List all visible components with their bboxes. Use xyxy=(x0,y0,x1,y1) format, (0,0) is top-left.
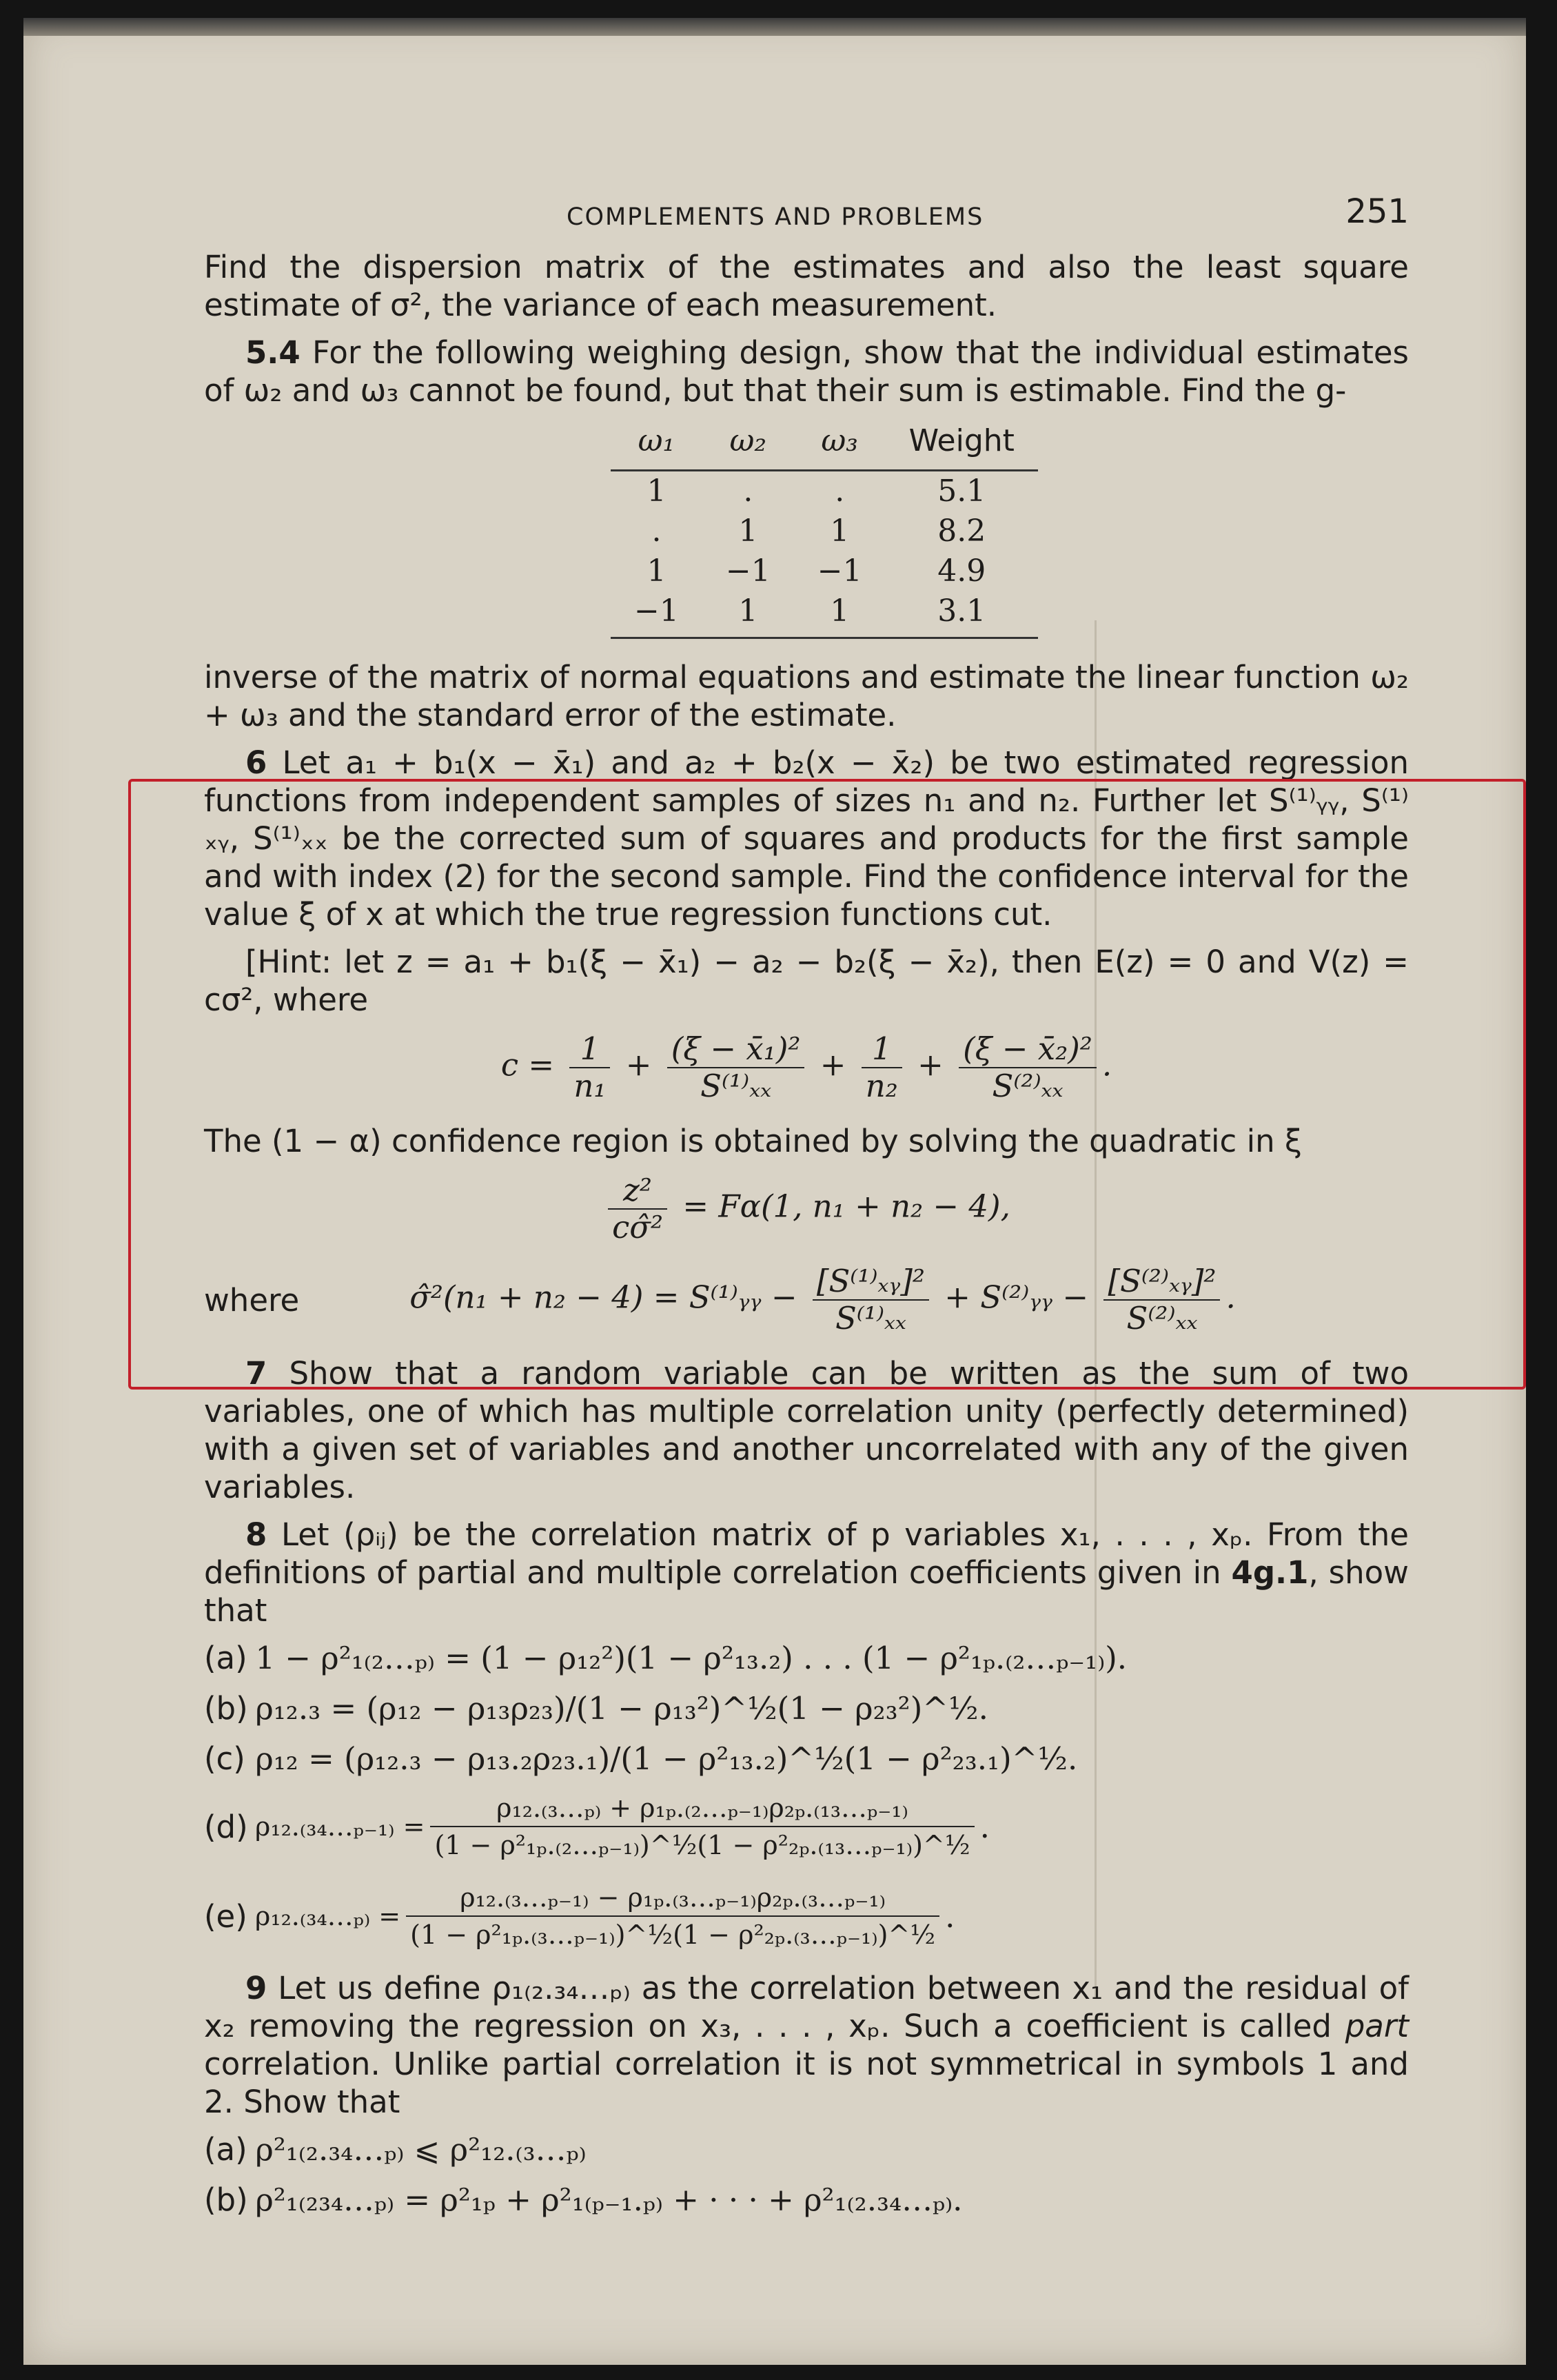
emphasis-part: part xyxy=(1345,2008,1409,2044)
table-cell: −1 xyxy=(611,591,702,638)
problem-number: 5.4 xyxy=(245,334,301,371)
numerator: z² xyxy=(608,1172,667,1210)
numerator: ρ₁₂.₍₃…ₚ₎ + ρ₁ₚ.₍₂…ₚ₋₁₎ρ₂ₚ.₍₁₃…ₚ₋₁₎ xyxy=(430,1790,974,1827)
problem-text-end: , show that xyxy=(204,1554,1409,1629)
table-cell: 1 xyxy=(830,513,850,549)
list-item xyxy=(204,1740,1409,1778)
equation-lhs: σ̂²(n₁ + n₂ − 4) = S⁽¹⁾ᵧᵧ − xyxy=(409,1279,797,1316)
item-expression: ρ₁₂ = (ρ₁₂.₃ − ρ₁₃.₂ρ₂₃.₁)/(1 − ρ²₁₃.₂)^½(1 − ρ²₂₃.₁)^½. xyxy=(255,1740,1078,1777)
plus-sign: + xyxy=(917,1046,944,1084)
denominator: n₁ xyxy=(573,1068,607,1104)
col-header-omega1: ω₁ xyxy=(611,419,702,471)
list-item xyxy=(204,2181,1409,2219)
denominator: (1 − ρ²₁ₚ.₍₃…ₚ₋₁₎)^½(1 − ρ²₂ₚ.₍₃…ₚ₋₁₎)^½ xyxy=(410,1920,936,1950)
fraction xyxy=(667,1031,805,1104)
weighing-design-table xyxy=(611,419,1038,639)
fraction xyxy=(1103,1263,1220,1336)
problem-5-4 xyxy=(204,334,1409,409)
page-content xyxy=(204,193,1409,2231)
equation-rhs: = Fα(1, n₁ + n₂ − 4), xyxy=(682,1188,1010,1225)
item-label: (b) xyxy=(204,1690,248,1727)
plus-sign: + xyxy=(625,1046,652,1084)
intro-paragraph: Find the dispersion matrix of the estimates and also the least square estimate of σ², the variance of each measurement. xyxy=(204,249,1409,323)
col-header-omega3: ω₃ xyxy=(794,419,886,471)
problem-5-4-continued: inverse of the matrix of normal equations and estimate the linear function ω₂ + ω₃ and the standard error of the estimate. xyxy=(204,659,1409,733)
fraction xyxy=(813,1263,929,1336)
problem-number: 6 xyxy=(245,744,267,781)
table-row xyxy=(611,471,1038,512)
table-cell: −1 xyxy=(725,553,771,589)
fraction xyxy=(862,1031,902,1104)
fraction xyxy=(959,1031,1097,1104)
plus-sign: + xyxy=(820,1046,846,1084)
problem-8 xyxy=(204,1516,1409,1629)
table-cell: 1 xyxy=(647,474,666,509)
table-cell: 1 xyxy=(702,591,794,638)
list-item xyxy=(204,1639,1409,1677)
table-cell: . xyxy=(743,474,753,509)
table-cell: −1 xyxy=(817,553,862,589)
problem-9 xyxy=(204,1969,1409,2121)
item-label: (c) xyxy=(204,1740,245,1777)
list-item xyxy=(204,2130,1409,2168)
problem-8-items xyxy=(204,1639,1409,1953)
item-label: (e) xyxy=(204,1898,247,1935)
item-label: (d) xyxy=(204,1808,248,1845)
running-head: COMPLEMENTS AND PROBLEMS xyxy=(567,203,984,231)
fraction xyxy=(406,1880,939,1953)
item-label: (b) xyxy=(204,2181,248,2218)
problem-text-end: correlation. Unlike partial correlation it is not symmetrical in symbols 1 and 2. Show that xyxy=(204,2046,1409,2120)
list-item xyxy=(204,1880,1409,1953)
table-cell: 4.9 xyxy=(937,553,986,589)
problem-text: Let (ρᵢⱼ) be the correlation matrix of p variables x₁, . . . , xₚ. From the definitions of partial and multiple correlation coefficients given in xyxy=(204,1516,1409,1591)
denominator: cσ̂² xyxy=(612,1209,664,1245)
numerator: 1 xyxy=(569,1031,610,1068)
item-end: . xyxy=(979,1808,990,1845)
problem-text: Let us define ρ₁₍₂.₃₄…ₚ₎ as the correlation between x₁ and the residual of x₂ removing the regression on x₃, . . . , xₚ. Such a coefficient is called xyxy=(204,1970,1409,2044)
quadratic-equation xyxy=(204,1172,1409,1245)
col-header-weight: Weight xyxy=(886,419,1038,471)
denominator: S⁽¹⁾ₓₓ xyxy=(835,1300,906,1336)
fraction xyxy=(430,1790,974,1863)
fraction xyxy=(569,1031,610,1104)
numerator: [S⁽¹⁾ₓᵧ]² xyxy=(813,1263,929,1301)
item-expression: ρ₁₂.₃ = (ρ₁₂ − ρ₁₃ρ₂₃)/(1 − ρ₁₃²)^½(1 − ρ₂₃²)^½. xyxy=(255,1690,988,1727)
list-item xyxy=(204,1689,1409,1727)
equation-lhs: c = xyxy=(500,1046,555,1084)
denominator: S⁽²⁾ₓₓ xyxy=(1126,1300,1198,1336)
table-cell: 1 xyxy=(794,591,886,638)
fraction xyxy=(608,1172,667,1245)
item-label: (a) xyxy=(204,2131,247,2168)
item-expression: ρ²₁₍₂₃₄…ₚ₎ = ρ²₁ₚ + ρ²₁₍ₚ₋₁.ₚ₎ + · · · + ρ²₁₍₂.₃₄…ₚ₎. xyxy=(255,2181,963,2218)
problem-number: 9 xyxy=(245,1970,267,2006)
item-expression: 1 − ρ²₁₍₂…ₚ₎ = (1 − ρ₁₂²)(1 − ρ²₁₃.₂) . . . (1 − ρ²₁ₚ.₍₂…ₚ₋₁₎). xyxy=(255,1640,1128,1676)
item-end: . xyxy=(945,1898,955,1935)
table-cell: 1 xyxy=(738,513,758,549)
item-label: (a) xyxy=(204,1640,247,1676)
item-lhs: ρ₁₂.₍₃₄…ₚ₎ = xyxy=(255,1900,401,1931)
denominator: S⁽¹⁾ₓₓ xyxy=(700,1068,772,1104)
problem-number: 7 xyxy=(245,1355,267,1392)
where-label: where xyxy=(204,1281,300,1319)
numerator: (ξ − x̄₂)² xyxy=(959,1031,1097,1068)
table-cell: . xyxy=(835,474,845,509)
section-reference: 4g.1 xyxy=(1231,1554,1309,1591)
table-row xyxy=(611,591,1038,638)
table-cell: . xyxy=(651,513,662,549)
page-header xyxy=(204,193,1409,241)
table-cell: 3.1 xyxy=(886,591,1038,638)
problem-6-hint: [Hint: let z = a₁ + b₁(ξ − x̄₁) − a₂ − b₂(ξ − x̄₂), then E(z) = 0 and V(z) = cσ², where xyxy=(204,944,1409,1018)
numerator: [S⁽²⁾ₓᵧ]² xyxy=(1103,1263,1220,1301)
table-cell: 1 xyxy=(647,553,666,589)
denominator: (1 − ρ²₁ₚ.₍₂…ₚ₋₁₎)^½(1 − ρ²₂ₚ.₍₁₃…ₚ₋₁₎)^½ xyxy=(434,1830,970,1860)
table-cell: 5.1 xyxy=(937,474,986,509)
equation-c: c = $\frac{1}{\text{n₁}}$ + $\frac{\text{(ξ − x̄₁)²}}{\text{S⁽¹⁾ₓₓ}}$ + $\frac{1}{\text{n₂}}$ + $\frac{\text{(ξ − x̄₂)²}}{\text{S⁽²⁾ₓₓ}}$ . xyxy=(500,1030,1112,1104)
numerator: (ξ − x̄₁)² xyxy=(667,1031,805,1068)
col-header-omega2: ω₂ xyxy=(702,419,794,471)
problem-7 xyxy=(204,1354,1409,1506)
where-expression: σ̂²(n₁ + n₂ − 4) = S⁽¹⁾ᵧᵧ − $\frac{\text{[S⁽¹⁾ₓᵧ]²}}{\text{S⁽¹⁾ₓₓ}}$ + S⁽²⁾ᵧᵧ − $\frac{\text{[S⁽²⁾ₓᵧ]²}}{\text{S⁽²⁾ₓₓ}}$ . xyxy=(409,1263,1236,1336)
denominator: n₂ xyxy=(865,1068,898,1104)
item-lhs: ρ₁₂.₍₃₄…ₚ₋₁₎ = xyxy=(255,1811,425,1842)
list-item xyxy=(204,1790,1409,1863)
table-header-row xyxy=(611,419,1038,471)
problem-number: 8 xyxy=(245,1516,267,1553)
equation-middle: + S⁽²⁾ᵧᵧ − xyxy=(944,1279,1089,1316)
problem-text: Show that a random variable can be written as the sum of two variables, one of which has multiple correlation unity (perfectly determined) with a given set of variables and another uncorrelated with any of the given variables. xyxy=(204,1355,1409,1505)
numerator: 1 xyxy=(862,1031,902,1068)
denominator: S⁽²⁾ₓₓ xyxy=(992,1068,1064,1104)
item-expression: ρ²₁₍₂.₃₄…ₚ₎ ⩽ ρ²₁₂.₍₃…ₚ₎ xyxy=(255,2131,587,2168)
table-row xyxy=(611,551,1038,591)
problem-6 xyxy=(204,744,1409,933)
confidence-region-text: The (1 − α) confidence region is obtained by solving the quadratic in ξ xyxy=(204,1123,1302,1159)
problem-text: For the following weighing design, show that the individual estimates of ω₂ and ω₃ cannot be found, but that their sum is estimable. Find the g- xyxy=(204,334,1409,409)
problem-9-items xyxy=(204,2130,1409,2219)
page-number: 251 xyxy=(1345,192,1409,231)
page-top-edge xyxy=(23,18,1526,36)
table-cell: 8.2 xyxy=(937,513,986,549)
table-row xyxy=(611,511,1038,551)
where-equation xyxy=(204,1263,1409,1336)
problem-text: Let a₁ + b₁(x − x̄₁) and a₂ + b₂(x − x̄₂) be two estimated regression functions from independent samples of sizes n₁ and n₂. Further let S⁽¹⁾ᵧᵧ, S⁽¹⁾ₓᵧ, S⁽¹⁾ₓₓ be the corrected sum of squares and products for the first sample and with index (2) for the second sample. Find the confidence interval for the value ξ of x at which the true regression functions cut. xyxy=(204,744,1409,933)
numerator: ρ₁₂.₍₃…ₚ₋₁₎ − ρ₁ₚ.₍₃…ₚ₋₁₎ρ₂ₚ.₍₃…ₚ₋₁₎ xyxy=(406,1880,939,1917)
